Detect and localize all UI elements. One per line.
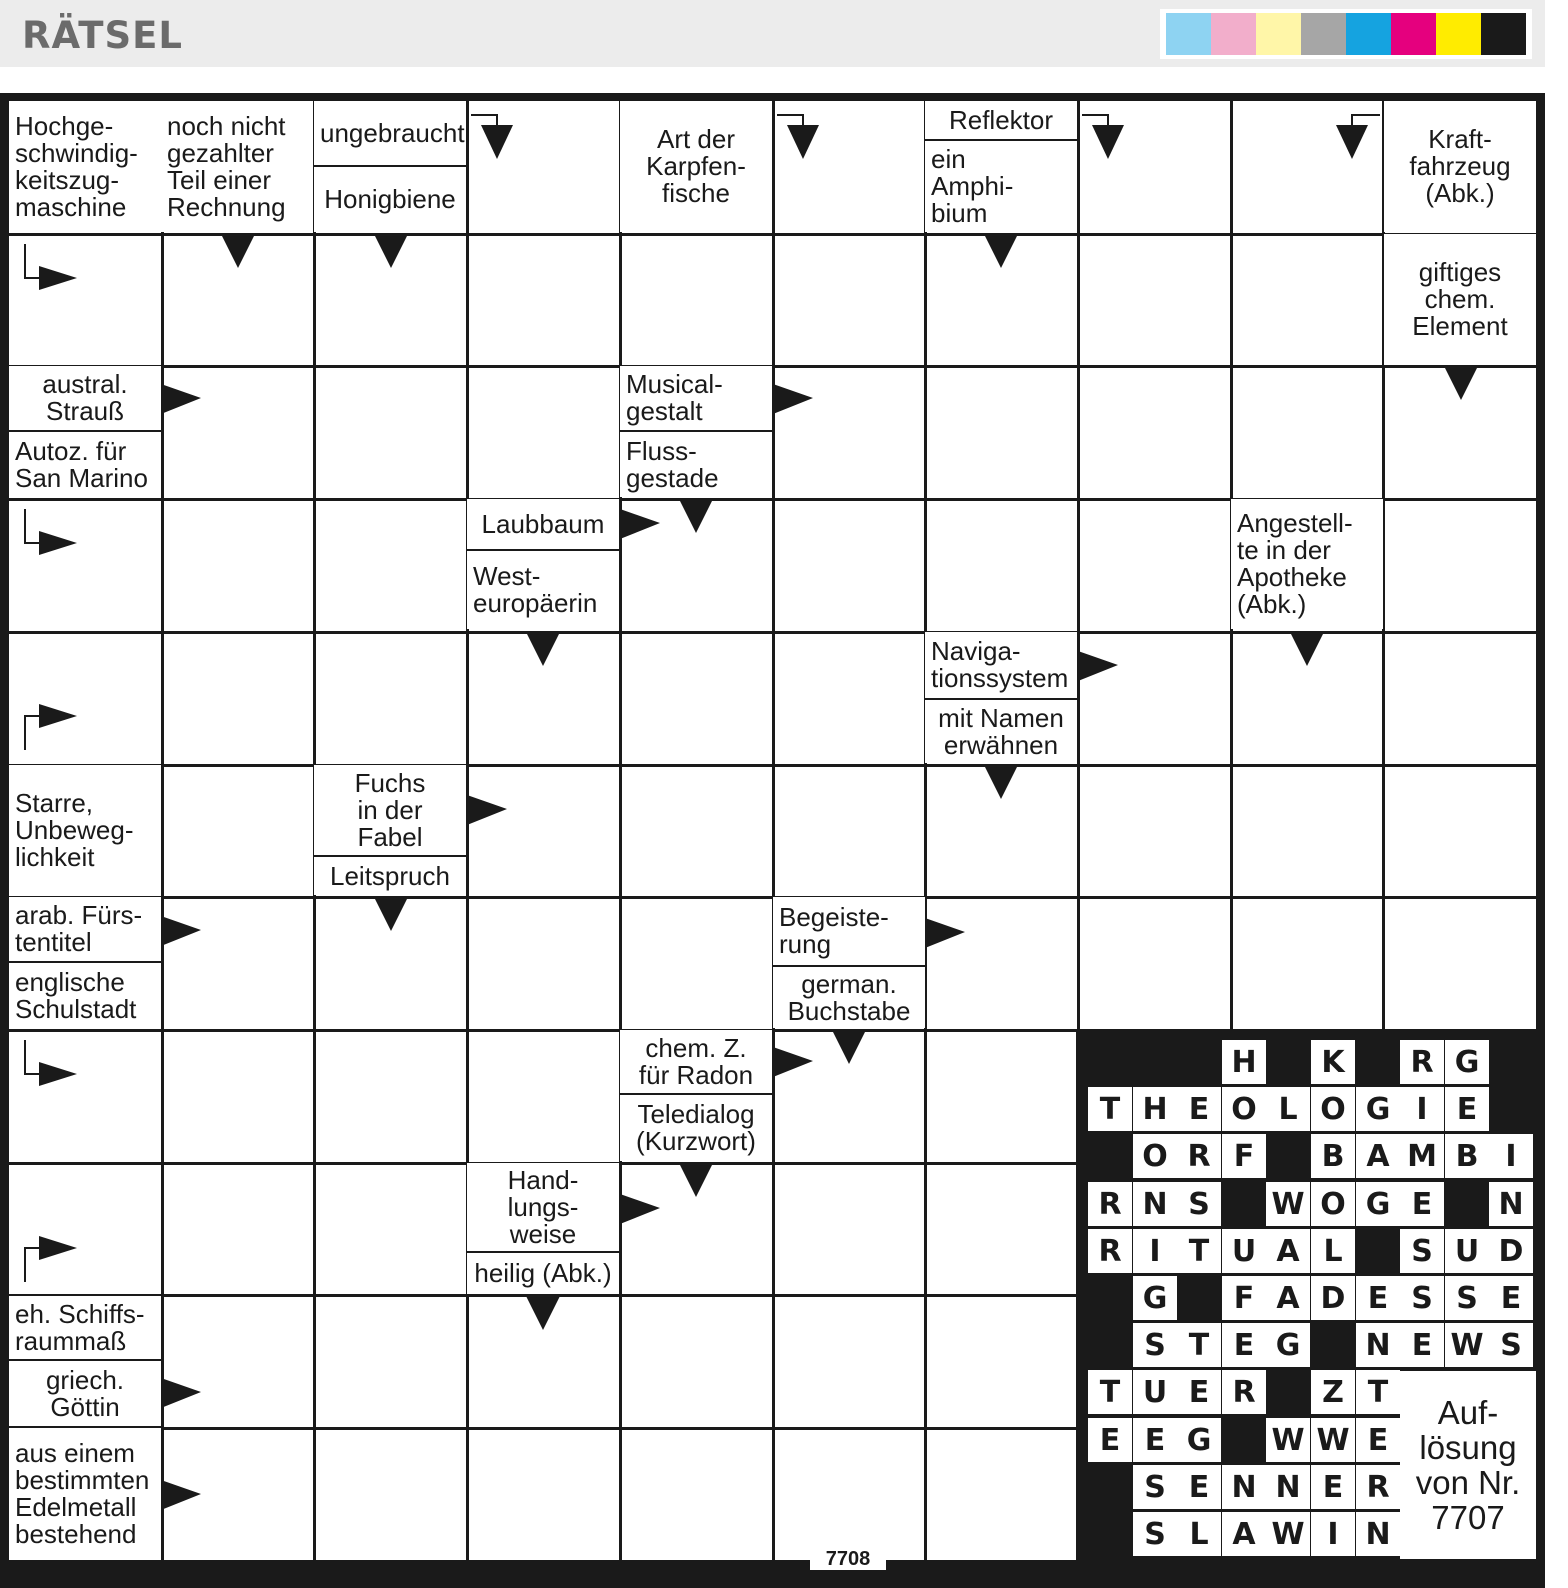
color-swatch (1301, 13, 1346, 55)
solution-cell: E (1311, 1465, 1355, 1509)
clue-box: englische Schulstadt (9, 963, 161, 1028)
clue-box: ein Amphi- bium (925, 141, 1077, 232)
right-arrow-icon (161, 1378, 201, 1408)
clue-box: Teledialog (Kurzwort) (620, 1095, 772, 1161)
solution-cell: A (1266, 1229, 1310, 1273)
solution-cell: E (1356, 1276, 1400, 1320)
solution-cell: E (1222, 1323, 1266, 1367)
solution-cell: T (1088, 1087, 1132, 1131)
solution-cell: I (1489, 1134, 1533, 1178)
clue-box: Reflektor (925, 101, 1077, 139)
bent-arrow-down-icon (1322, 101, 1382, 161)
down-arrow-icon (526, 1296, 560, 1330)
solution-cell: R (1222, 1370, 1266, 1414)
solution-cell: S (1133, 1512, 1177, 1556)
grid-line (466, 101, 469, 1560)
grid-line (772, 101, 775, 1560)
color-swatch (1391, 13, 1436, 55)
solution-cell: R (1356, 1465, 1400, 1509)
down-arrow-icon (679, 499, 713, 533)
clue-box: Kraft- fahrzeug (Abk.) (1384, 101, 1536, 232)
clue-box: aus einem bestimmten Edelmetall bestehend (9, 1428, 161, 1560)
solution-cell: G (1356, 1182, 1400, 1226)
bent-arrow-down-icon (775, 101, 835, 161)
solution-cell: E (1133, 1418, 1177, 1462)
solution-cell: S (1400, 1276, 1444, 1320)
down-arrow-icon (374, 897, 408, 931)
solution-cell: N (1489, 1182, 1533, 1226)
solution-cell: Z (1311, 1370, 1355, 1414)
bent-arrow-right-icon (9, 1226, 79, 1286)
color-calibration-bar (1160, 9, 1532, 59)
right-arrow-icon (925, 918, 965, 948)
solution-cell: E (1489, 1276, 1533, 1320)
solution-cell: R (1400, 1040, 1444, 1084)
solution-cell: W (1266, 1418, 1310, 1462)
clue-box: arab. Fürs- tentitel (9, 897, 161, 961)
solution-cell: D (1311, 1276, 1355, 1320)
solution-cell: H (1222, 1040, 1266, 1084)
clue-box: heilig (Abk.) (467, 1253, 619, 1294)
solution-cell: O (1222, 1087, 1266, 1131)
solution-cell: E (1400, 1182, 1444, 1226)
clue-box: eh. Schiffs- raummaß (9, 1296, 161, 1359)
solution-label: Auf- lösung von Nr. 7707 (1400, 1371, 1536, 1559)
clue-box: chem. Z. für Radon (620, 1030, 772, 1093)
down-arrow-icon (1444, 366, 1478, 400)
solution-cell: A (1222, 1512, 1266, 1556)
solution-cell: E (1445, 1087, 1489, 1131)
right-arrow-icon (773, 384, 813, 414)
right-arrow-icon (620, 509, 660, 539)
clue-box: Autoz. für San Marino (9, 432, 161, 497)
solution-cell: S (1400, 1229, 1444, 1273)
solution-cell: E (1177, 1087, 1221, 1131)
solution-cell: B (1311, 1134, 1355, 1178)
clue-box: Fluss- gestade (620, 432, 772, 497)
clue-box: mit Namen erwähnen (925, 700, 1077, 763)
clue-box: ungebraucht (314, 101, 466, 165)
down-arrow-icon (984, 765, 1018, 799)
clue-box: Honigbiene (314, 167, 466, 232)
solution-cell: T (1177, 1323, 1221, 1367)
solution-cell: S (1177, 1182, 1221, 1226)
solution-cell: W (1445, 1323, 1489, 1367)
solution-cell: A (1356, 1134, 1400, 1178)
right-arrow-icon (467, 795, 507, 825)
solution-cell: I (1400, 1087, 1444, 1131)
solution-cell: L (1311, 1229, 1355, 1273)
solution-cell: E (1356, 1418, 1400, 1462)
clue-box: giftiges chem. Element (1384, 234, 1536, 365)
color-swatch (1436, 13, 1481, 55)
header-bar (0, 0, 1545, 67)
clue-box: Naviga- tionssystem (925, 632, 1077, 698)
solution-cell: G (1177, 1418, 1221, 1462)
color-swatch (1346, 13, 1391, 55)
clue-box: Musical- gestalt (620, 366, 772, 430)
grid-line (9, 764, 1536, 767)
clue-box: West- europäerin (467, 551, 619, 629)
clue-box: Starre, Unbeweg- lichkeit (9, 765, 161, 896)
down-arrow-icon (374, 234, 408, 268)
solution-cell: G (1356, 1087, 1400, 1131)
solution-cell: U (1445, 1229, 1489, 1273)
bent-arrow-right-icon (9, 694, 79, 754)
clue-box: Begeiste- rung (773, 897, 925, 965)
solution-cell: I (1133, 1229, 1177, 1273)
solution-cell: S (1133, 1323, 1177, 1367)
solution-cell: G (1266, 1323, 1310, 1367)
solution-cell: O (1311, 1182, 1355, 1226)
page-title: RÄTSEL (22, 14, 183, 57)
solution-cell: K (1311, 1040, 1355, 1084)
right-arrow-icon (620, 1194, 660, 1224)
bent-arrow-right-icon (9, 240, 79, 300)
right-arrow-icon (161, 1480, 201, 1510)
solution-cell: E (1177, 1370, 1221, 1414)
solution-cell: R (1177, 1134, 1221, 1178)
clue-box: griech. Göttin (9, 1361, 161, 1426)
solution-cell: G (1445, 1040, 1489, 1084)
right-arrow-icon (161, 916, 201, 946)
down-arrow-icon (679, 1163, 713, 1197)
color-swatch (1256, 13, 1301, 55)
bent-arrow-down-icon (1080, 101, 1140, 161)
solution-cell: N (1266, 1465, 1310, 1509)
down-arrow-icon (1290, 632, 1324, 666)
solution-cell: T (1088, 1370, 1132, 1414)
grid-line (161, 101, 164, 1560)
solution-cell: U (1222, 1229, 1266, 1273)
clue-box: german. Buchstabe (773, 967, 925, 1028)
down-arrow-icon (984, 234, 1018, 268)
clue-box: Leitspruch (314, 857, 466, 895)
clue-box: Laubbaum (467, 499, 619, 549)
solution-cell: F (1222, 1134, 1266, 1178)
solution-cell: H (1133, 1087, 1177, 1131)
solution-cell: T (1177, 1229, 1221, 1273)
solution-cell: S (1133, 1465, 1177, 1509)
solution-cell: B (1445, 1134, 1489, 1178)
clue-box: Angestell- te in der Apotheke (Abk.) (1231, 499, 1383, 629)
solution-cell: O (1133, 1134, 1177, 1178)
solution-cell: S (1489, 1323, 1533, 1367)
clue-box: Fuchs in der Fabel (314, 765, 466, 855)
solution-cell: T (1356, 1370, 1400, 1414)
color-swatch (1481, 13, 1526, 55)
puzzle-number: 7708 (810, 1546, 886, 1570)
bent-arrow-down-icon (469, 101, 529, 161)
solution-cell: N (1356, 1512, 1400, 1556)
solution-cell: E (1400, 1323, 1444, 1367)
solution-cell: R (1088, 1182, 1132, 1226)
solution-cell: O (1311, 1087, 1355, 1131)
right-arrow-icon (1078, 651, 1118, 681)
down-arrow-icon (221, 234, 255, 268)
color-swatch (1166, 13, 1211, 55)
solution-cell: N (1222, 1465, 1266, 1509)
right-arrow-icon (161, 384, 201, 414)
solution-cell: W (1311, 1418, 1355, 1462)
solution-cell: M (1400, 1134, 1444, 1178)
clue-box: austral. Strauß (9, 366, 161, 430)
grid-line (924, 101, 927, 1560)
bent-arrow-right-icon (9, 505, 79, 565)
clue-box: Hand- lungs- weise (467, 1163, 619, 1251)
solution-cell: G (1133, 1276, 1177, 1320)
solution-cell: L (1266, 1087, 1310, 1131)
solution-cell: F (1222, 1276, 1266, 1320)
clue-box: Hochge- schwindig- keitszug- maschine (9, 101, 161, 232)
solution-cell: W (1266, 1512, 1310, 1556)
solution-cell: E (1177, 1465, 1221, 1509)
solution-cell: E (1088, 1418, 1132, 1462)
bent-arrow-right-icon (9, 1036, 79, 1096)
clue-box: Art der Karpfen- fische (620, 101, 772, 232)
solution-cell: R (1088, 1229, 1132, 1273)
grid-line (619, 101, 622, 1560)
down-arrow-icon (526, 632, 560, 666)
solution-cell: N (1356, 1323, 1400, 1367)
solution-cell: D (1489, 1229, 1533, 1273)
right-arrow-icon (773, 1047, 813, 1077)
solution-cell: L (1177, 1512, 1221, 1556)
clue-box: noch nicht gezahlter Teil einer Rechnung (161, 101, 313, 232)
solution-cell: I (1311, 1512, 1355, 1556)
solution-cell: W (1266, 1182, 1310, 1226)
grid-line (9, 365, 1536, 368)
solution-cell: U (1133, 1370, 1177, 1414)
solution-cell: S (1445, 1276, 1489, 1320)
solution-cell: A (1266, 1276, 1310, 1320)
color-swatch (1211, 13, 1256, 55)
solution-cell: N (1133, 1182, 1177, 1226)
down-arrow-icon (832, 1030, 866, 1064)
